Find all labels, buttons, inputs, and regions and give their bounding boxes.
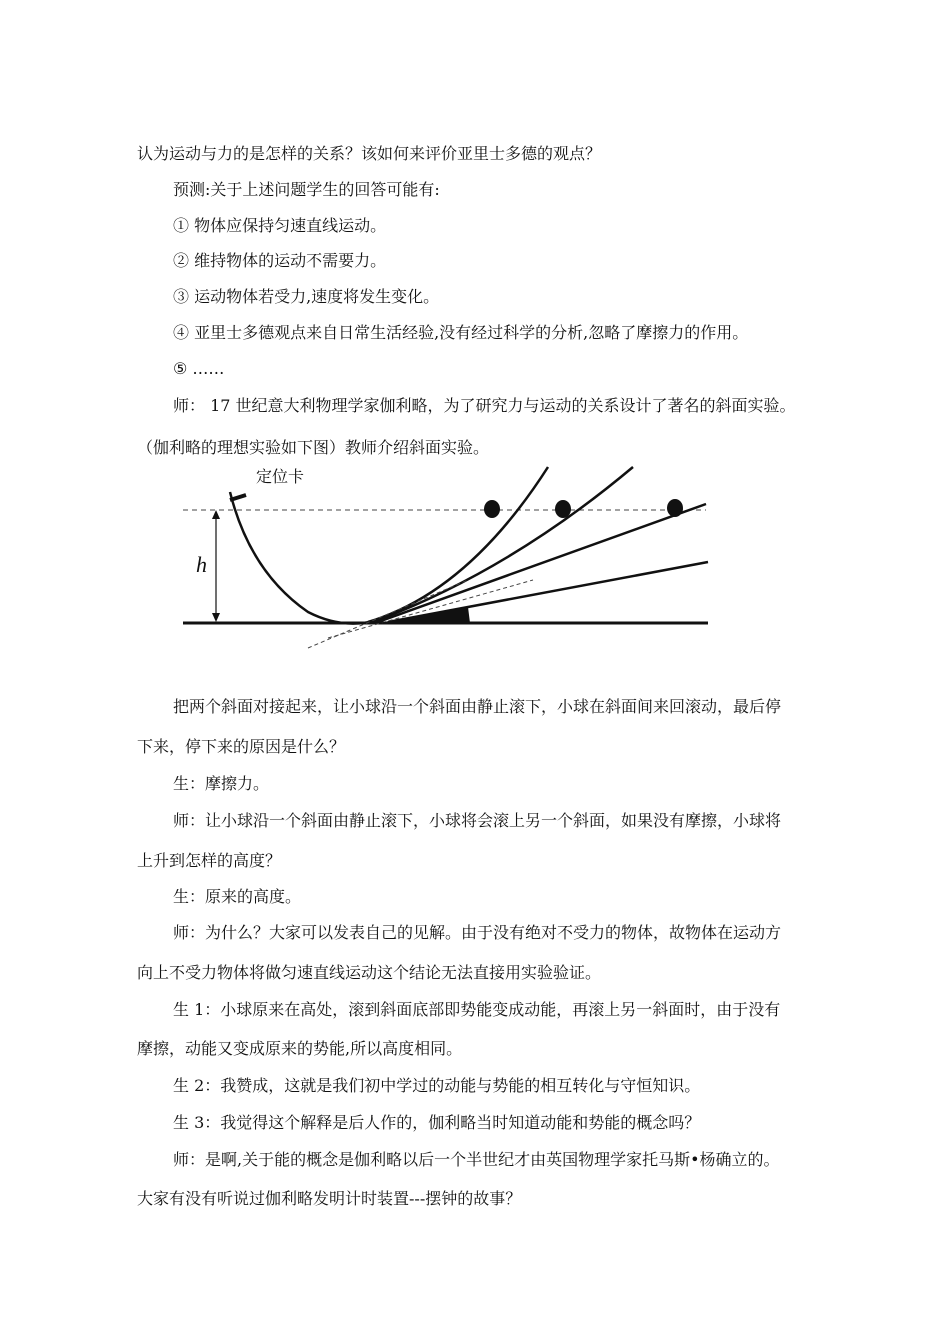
text-line: 下来，停下来的原因是什么？ [137, 737, 346, 756]
text-line: 摩擦，动能又变成原来的势能,所以高度相同。 [137, 1039, 463, 1058]
text-line: 预测:关于上述问题学生的回答可能有: [173, 180, 440, 199]
text-line: 师：为什么？大家可以发表自己的见解。由于没有绝对不受力的物体，故物体在运动方 [173, 923, 782, 942]
text-line: 生：原来的高度。 [173, 887, 302, 906]
gentle-incline-line [378, 504, 706, 622]
tangent-dashed-line [328, 580, 533, 638]
text-line: 师： 17 世纪意大利物理学家伽利略，为了研究力与运动的关系设计了著名的斜面实验。 [173, 396, 796, 415]
ball [484, 500, 500, 518]
text-line: 生 3：我觉得这个解释是后人作的，伽利略当时知道动能和势能的概念吗？ [173, 1113, 701, 1132]
text-line: （伽利略的理想实验如下图）教师介绍斜面实验。 [137, 438, 490, 457]
steep-incline-curve [368, 467, 548, 622]
list-item: ② 维持物体的运动不需要力。 [173, 251, 387, 270]
text-line: 生：摩擦力。 [173, 774, 270, 793]
text-line: 认为运动与力的是怎样的关系？该如何来评价亚里士多德的观点？ [137, 144, 602, 163]
list-item: ③ 运动物体若受力,速度将发生变化。 [173, 287, 440, 306]
text-line: 师：是啊,关于能的概念是伽利略以后一个半世纪才由英国物理学家托马斯•杨确立的。 [173, 1150, 780, 1169]
text-line: 生 2：我赞成，这就是我们初中学过的动能与势能的相互转化与守恒知识。 [173, 1076, 701, 1095]
text-line: 师：让小球沿一个斜面由静止滚下，小球将会滚上另一个斜面，如果没有摩擦，小球将 [173, 811, 782, 830]
text-line: 把两个斜面对接起来，让小球沿一个斜面由静止滚下，小球在斜面间来回滚动，最后停 [173, 697, 782, 716]
ball [667, 499, 683, 517]
left-incline-curve [230, 492, 378, 624]
text-line: 上升到怎样的高度？ [137, 851, 282, 870]
text-line: 大家有没有听说过伽利略发明计时装置---摆钟的故事？ [137, 1189, 522, 1208]
list-item: ⑤ …… [173, 359, 225, 378]
marker-tick [230, 495, 246, 500]
text-line: 向上不受力物体将做匀速直线运动这个结论无法直接用实验验证。 [137, 963, 602, 982]
list-item: ① 物体应保持匀速直线运动。 [173, 216, 387, 235]
height-arrow-head-top [212, 510, 220, 519]
list-item: ④ 亚里士多德观点来自日常生活经验,没有经过科学的分析,忽略了摩擦力的作用。 [173, 323, 749, 342]
marker-label: 定位卡 [256, 469, 305, 486]
text-line: 生 1：小球原来在高处，滚到斜面底部即势能变成动能，再滚上另一斜面时，由于没有 [173, 1000, 781, 1019]
galileo-incline-diagram [178, 462, 718, 658]
height-label: h [196, 552, 207, 577]
ball [555, 500, 571, 518]
height-arrow-head-bottom [212, 613, 220, 622]
